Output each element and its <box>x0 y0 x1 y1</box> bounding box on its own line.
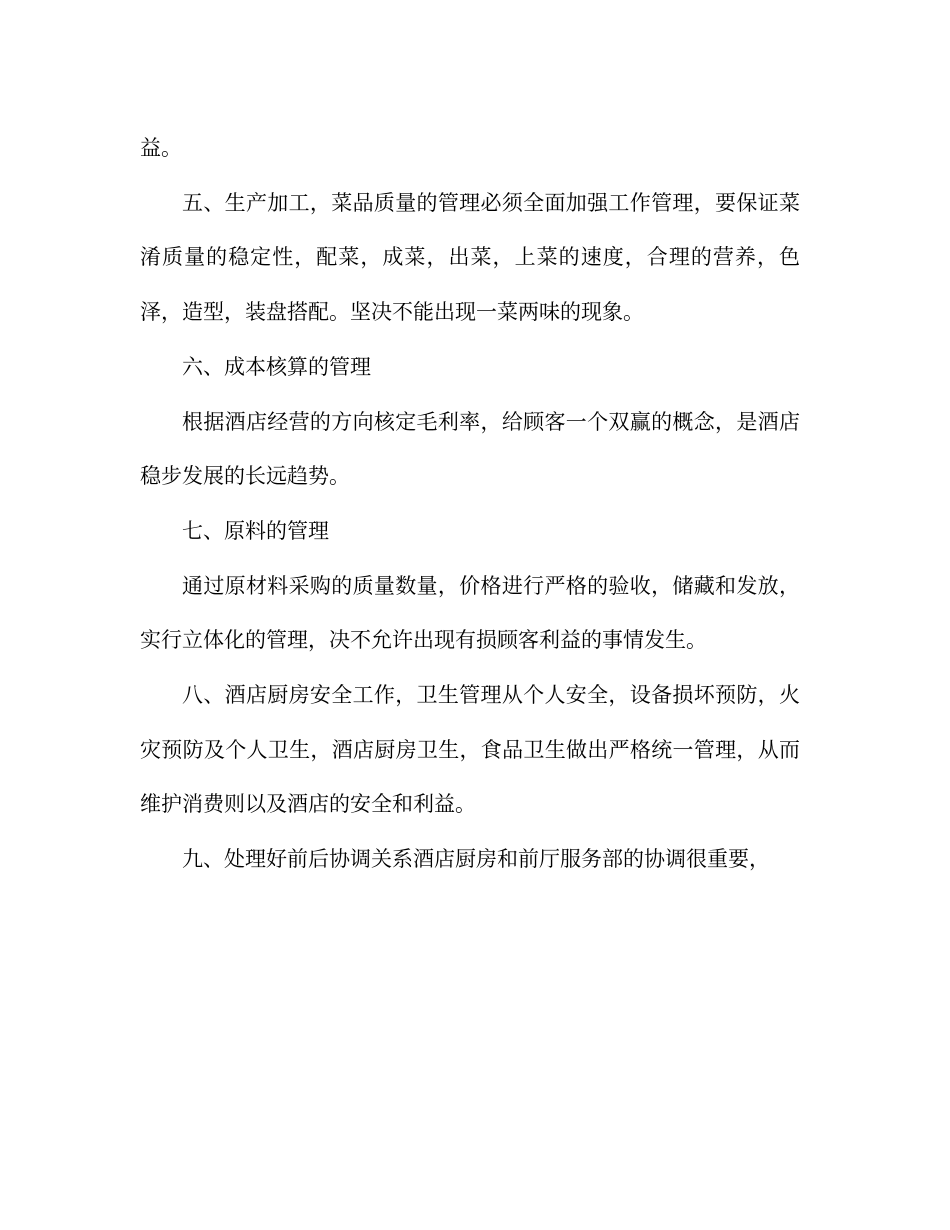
paragraph-section-six: 根据酒店经营的方向核定毛利率，给顾客一个双赢的概念，是酒店稳步发展的长远趋势。 <box>140 409 800 489</box>
paragraph-continuation: 益。 <box>140 136 182 160</box>
paragraph-section-eight: 八、酒店厨房安全工作，卫生管理从个人安全，设备损坏预防，火灾预防及个人卫生，酒店厨房卫生，食品卫生做出严格统一管理，从而维护消费则以及酒店的安全和利益。 <box>140 683 800 817</box>
heading-section-seven: 七、原料的管理 <box>182 518 329 543</box>
heading-section-six: 六、成本核算的管理 <box>182 354 371 379</box>
paragraph-section-nine: 九、处理好前后协调关系酒店厨房和前厅服务部的协调很重要， <box>182 847 770 872</box>
paragraph-section-five: 五、生产加工，菜品质量的管理必须全面加强工作管理，要保证菜淆质量的稳定性，配菜，成菜，出菜，上菜的速度，合理的营养，色泽，造型，装盘搭配。坚决不能出现一菜两味的现象。 <box>140 190 800 325</box>
document-body <box>140 121 800 887</box>
paragraph-section-seven: 通过原材料采购的质量数量，价格进行严格的验收，储藏和发放，实行立体化的管理，决不允许出现有损顾客利益的事情发生。 <box>140 573 800 653</box>
